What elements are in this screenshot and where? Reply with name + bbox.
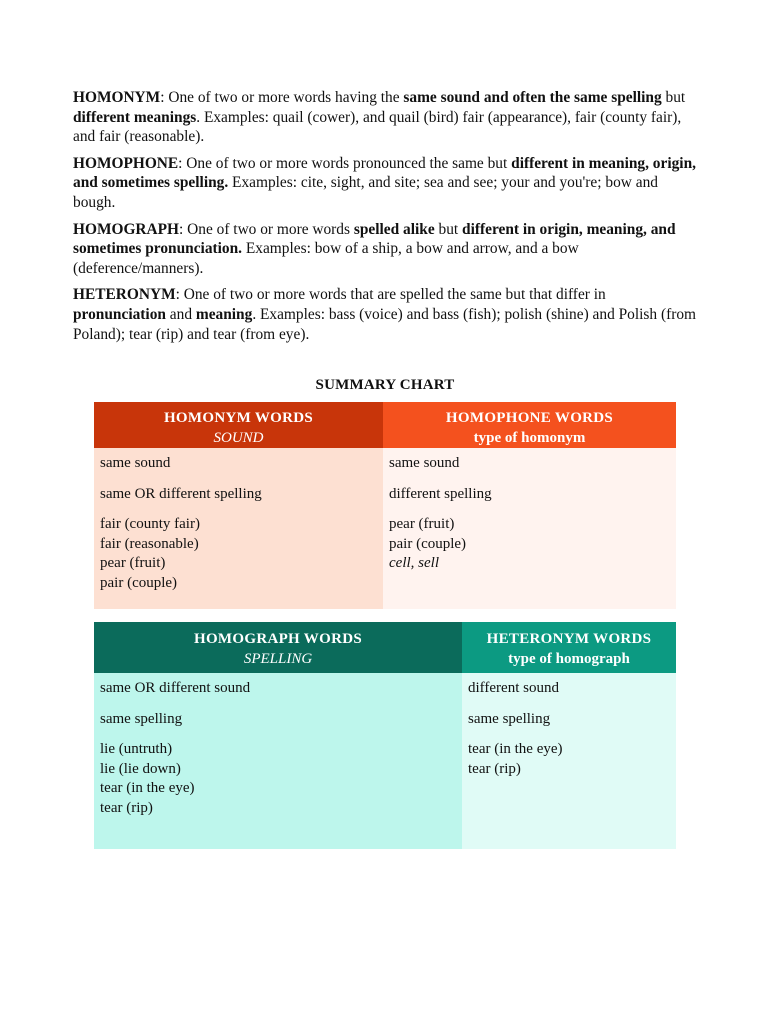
homograph-header [94,622,462,673]
definitions [73,88,698,351]
definition-term: HOMONYM [73,89,161,106]
heteronym-line2: same spelling [468,710,551,727]
homonym-heading: HOMONYM WORDS [163,410,314,426]
definition-text: and [165,305,196,323]
definition-emphasis: different meanings [73,108,197,126]
homonym-line2: same OR different spelling [100,485,262,502]
definition-emphasis: spelled alike [353,220,435,238]
homograph-example: lie (lie down) [100,760,181,777]
summary-table-homonym [94,402,676,609]
homophone-body [383,448,676,609]
homograph-line1: same OR different sound [100,680,251,696]
definition-heteronym [73,285,698,344]
heteronym-heading: HETERONYM WORDS [486,631,652,647]
heteronym-line1: different sound [468,680,559,696]
homophone-example: pear (fruit) [389,516,455,533]
homonym-example: fair (county fair) [100,516,200,533]
heteronym-body [462,673,676,849]
homonym-subheading: SOUND [213,430,264,446]
homophone-subheading: type of homonym [473,430,586,446]
homograph-example: lie (untruth) [100,741,173,758]
homophone-example-italic: cell, sell [389,555,439,572]
homonym-header [94,402,383,448]
definition-term: HETERONYM [73,286,176,304]
definition-text: . Examples: quail (cower), and quail (bird) fair (appearance), fair (county fair), and fair (reasonable). [73,108,682,146]
definition-homograph [73,220,698,279]
summary-chart-title: SUMMARY CHART [315,377,455,393]
homograph-line2: same spelling [100,710,183,727]
homonym-example: pair (couple) [100,574,178,591]
homograph-example: tear (in the eye) [100,780,195,797]
definition-text: : One of two or more words having the [160,89,404,106]
heteronym-example: tear (rip) [468,760,521,777]
homonym-body [94,448,383,609]
definition-text: but [434,220,463,238]
definition-homonym [73,88,698,147]
definition-term: HOMOPHONE [73,154,179,172]
definition-emphasis: meaning [195,305,253,323]
definition-emphasis: different in origin, meaning, and sometimes pronunciation. [73,220,676,258]
homophone-example: pair (couple) [389,535,467,552]
homophone-line1: same sound [389,455,460,471]
homograph-body [94,673,462,849]
definition-text: Examples: cite, sight, and site; sea and see; your and you're; bow and bough. [73,174,658,211]
definition-homophone [73,154,698,213]
summary-table-homograph [94,622,676,849]
definition-term: HOMOGRAPH [73,220,180,238]
homonym-example: pear (fruit) [100,555,166,572]
definition-text: Examples: bow of a ship, a bow and arrow, and a bow (deference/manners). [73,240,579,277]
definition-emphasis: same sound and often the same spelling [403,89,662,106]
homonym-example: fair (reasonable) [100,535,199,552]
homograph-heading: HOMOGRAPH WORDS [194,631,362,647]
heteronym-subheading: type of homograph [508,651,630,667]
definition-text: : One of two or more words [179,220,354,238]
homonym-line1: same sound [100,455,171,471]
heteronym-header [462,622,676,673]
homophone-heading: HOMOPHONE WORDS [445,410,614,426]
definition-text: : One of two or more words pronounced the same but [178,154,512,172]
definition-emphasis: different in meaning, origin, and sometimes spelling. [73,154,696,192]
homophone-header [383,402,676,448]
heteronym-example: tear (in the eye) [468,741,563,758]
homograph-subheading: SPELLING [243,651,313,667]
definition-text: . Examples: bass (voice) and bass (fish); polish (shine) and Polish (from Poland); tear (rip) and tear (from eye). [73,305,696,343]
definition-text: : One of two or more words that are spelled the same but that differ in [175,286,606,304]
definition-text: but [661,89,686,106]
homograph-example: tear (rip) [100,799,153,816]
homophone-line2: different spelling [389,485,492,502]
definition-emphasis: pronunciation [73,305,166,323]
